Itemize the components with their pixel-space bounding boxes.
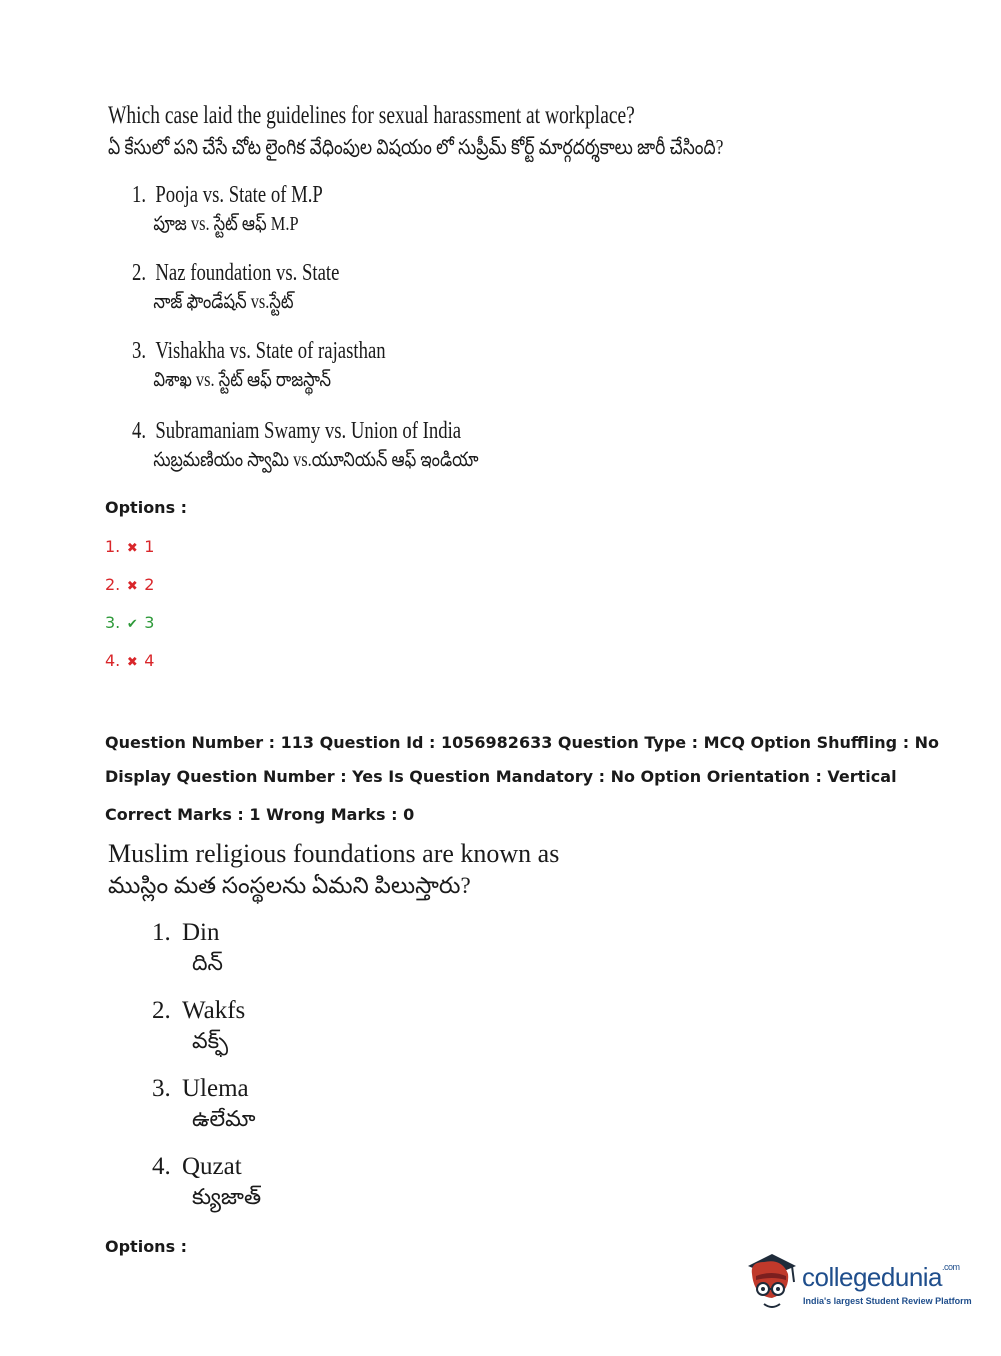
option-1	[132, 180, 377, 238]
option-telugu: దిన్	[192, 950, 223, 975]
answer-value: 1	[144, 537, 155, 556]
logo-wordmark: collegedunia$^{.com}$	[802, 1262, 960, 1292]
question-stem-english: Which case laid the guidelines for sexual harassment at workplace?	[108, 102, 635, 129]
option-english: Quzat	[182, 1153, 242, 1180]
option-1	[152, 918, 223, 978]
option-english: Ulema	[182, 1075, 249, 1102]
option-2	[132, 258, 398, 316]
question-stem-telugu: ముస్లిం మత సంస్థలను ఏమని పిలుస్తారు?	[108, 873, 471, 898]
option-4	[152, 1152, 261, 1212]
options-label-2: Options :	[105, 1237, 188, 1256]
option-telugu: పూజ vs. స్టేట్ ఆఫ్ M.P	[153, 213, 299, 235]
question-stem-english: Muslim religious foundations are known as	[108, 839, 560, 868]
logo-tagline: India's largest Student Review Platform	[803, 1296, 972, 1306]
answer-value: 4	[144, 651, 155, 670]
answer-number: 4.	[105, 651, 121, 670]
option-telugu: క్యుజాత్	[192, 1184, 262, 1209]
option-english: Din	[182, 919, 220, 946]
option-telugu: నాజ్ ఫౌండేషన్ vs.స్టేట్	[153, 291, 294, 313]
option-english: Naz foundation vs. State	[155, 260, 340, 286]
option-english: Subramaniam Swamy vs. Union of India	[155, 418, 462, 444]
option-telugu: ఉలేమా	[192, 1106, 256, 1131]
logo-suffix: .com	[942, 1262, 960, 1272]
option-telugu: విశాఖ vs. స్టేట్ ఆఫ్ రాజస్థాన్	[153, 369, 332, 391]
options-label: Options :	[105, 498, 188, 517]
option-number: 3.	[132, 338, 147, 364]
option-3	[152, 1074, 256, 1134]
answer-option-4	[105, 651, 154, 689]
answer-value: 2	[144, 575, 155, 594]
question-113-block	[108, 838, 560, 1209]
answer-option-3	[105, 613, 154, 651]
option-english: Vishakha vs. State of rajasthan	[155, 338, 386, 364]
option-number: 1.	[132, 182, 147, 208]
option-number: 1.	[152, 919, 171, 946]
question-meta-line-1: Question Number : 113 Question Id : 1056982633 Question Type : MCQ Option Shuffling : No	[105, 733, 940, 752]
question-meta-line-2: Display Question Number : Yes Is Question Mandatory : No Option Orientation : Vertical	[105, 767, 897, 786]
option-number: 2.	[152, 997, 171, 1024]
option-4	[132, 416, 555, 474]
cross-icon: ✖	[126, 655, 138, 670]
option-telugu: వక్ఫ్	[192, 1028, 229, 1053]
option-3	[132, 336, 457, 394]
answer-number: 2.	[105, 575, 121, 594]
option-number: 2.	[132, 260, 147, 286]
question-meta-line-3: Correct Marks : 1 Wrong Marks : 0	[105, 805, 415, 824]
option-number: 4.	[132, 418, 147, 444]
answer-option-1	[105, 537, 154, 575]
answer-value: 3	[144, 613, 155, 632]
option-english: Wakfs	[182, 997, 246, 1024]
cross-icon: ✖	[126, 579, 138, 594]
answer-number: 3.	[105, 613, 121, 632]
option-telugu: సుబ్రమణియం స్వామి vs.యూనియన్ ఆఫ్ ఇండియా	[153, 449, 479, 471]
answer-option-2	[105, 575, 154, 613]
answer-options-list	[105, 537, 154, 689]
question-112-block	[108, 100, 858, 471]
option-number: 3.	[152, 1075, 171, 1102]
answer-number: 1.	[105, 537, 121, 556]
question-stem-telugu: ఏ కేసులో పని చేసే చోట లైంగిక వేధింపుల విషయం లో సుప్రీమ్ కోర్ట్ మార్గదర్శకాలు జారీ చేసింది?	[108, 135, 724, 159]
check-icon: ✔	[126, 617, 138, 632]
collegedunia-logo	[742, 1248, 972, 1318]
option-number: 4.	[152, 1153, 171, 1180]
cross-icon: ✖	[126, 541, 138, 556]
mascot-icon	[742, 1248, 800, 1316]
option-english: Pooja vs. State of M.P	[155, 182, 323, 208]
option-2	[152, 996, 245, 1056]
